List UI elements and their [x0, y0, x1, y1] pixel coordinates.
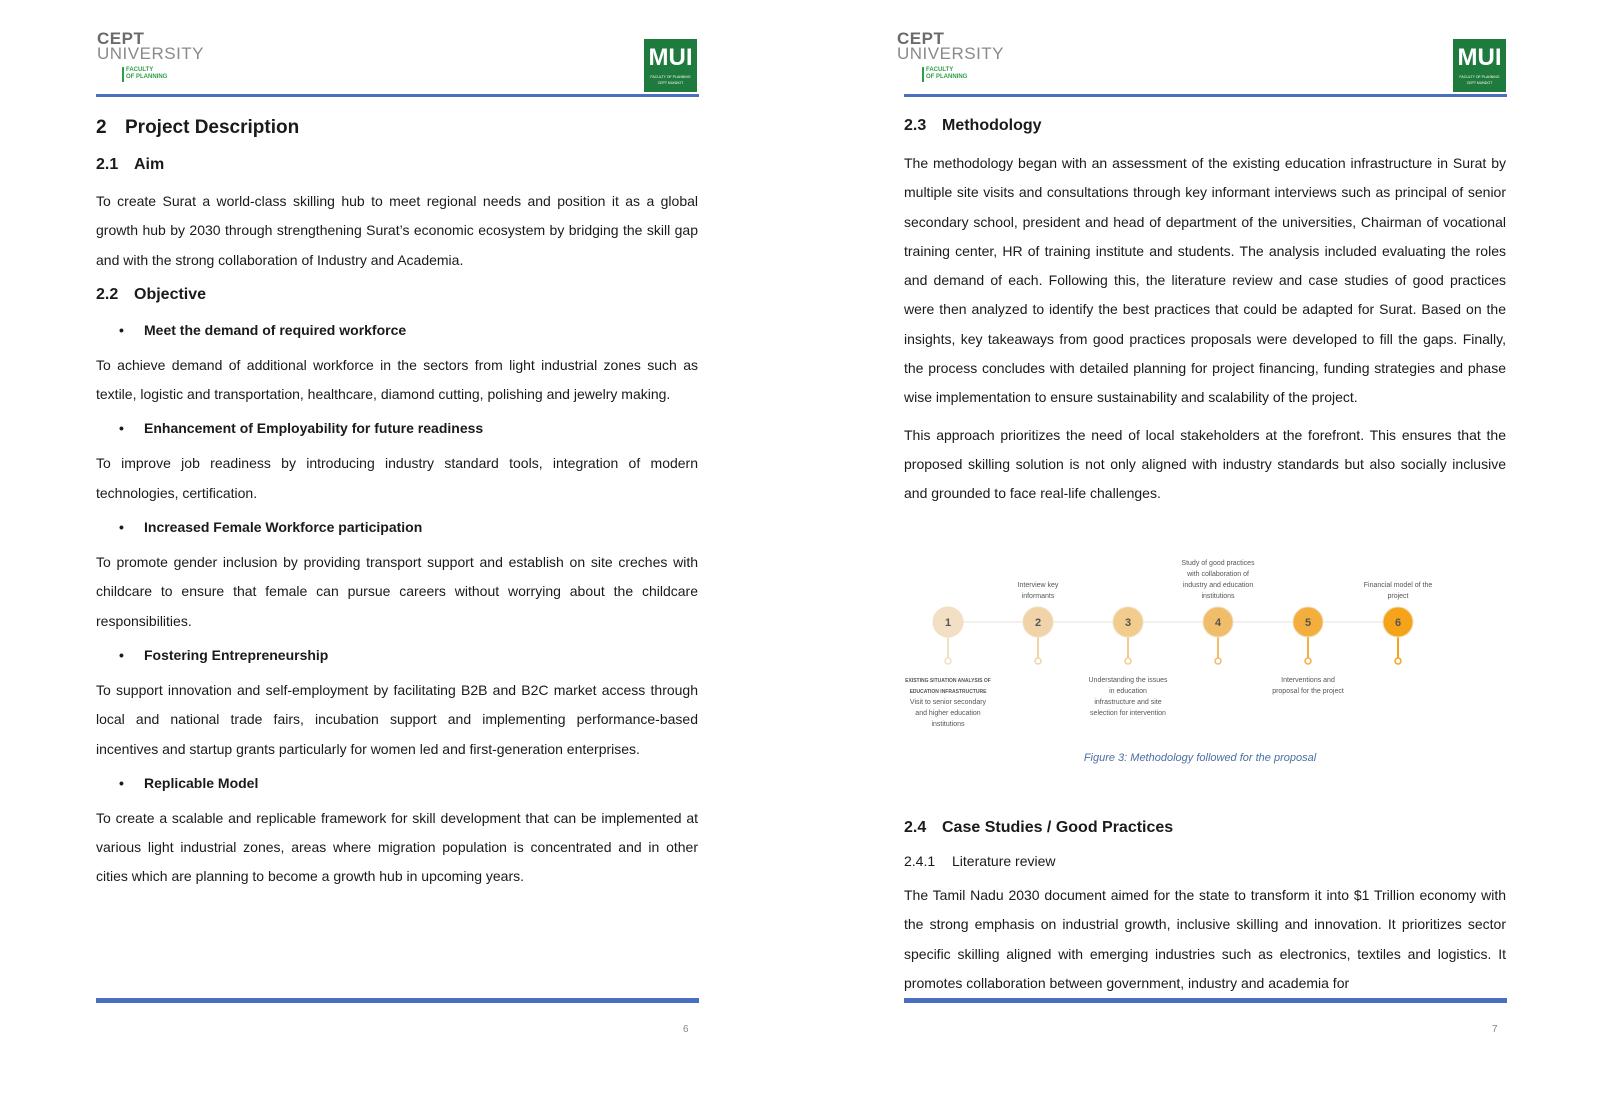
page-number: 7 [1492, 1024, 1498, 1035]
step-label-bottom: institutions [931, 721, 965, 728]
bullet-title: Replicable Model [144, 774, 259, 791]
step-label-bottom: proposal for the project [1272, 688, 1344, 695]
bullet-title: Fostering Entrepreneurship [144, 646, 329, 663]
logo-bar [122, 67, 124, 82]
bullet-title: Meet the demand of required workforce [144, 321, 407, 338]
step-label-bottom: and higher education [915, 710, 981, 717]
step-label-bottom: infrastructure and site [1094, 699, 1162, 706]
objective-bullet-1 [96, 320, 698, 340]
footer-rule [96, 998, 699, 1003]
step-number: 2 [1034, 617, 1042, 629]
step-label-bottom: Understanding the issues [1088, 677, 1168, 684]
methodology-timeline-figure [880, 540, 1440, 730]
header-rule [96, 94, 699, 97]
mui-logo-subtext: FACULTY OF PLANNING [650, 75, 691, 79]
objective-bullet-3 [96, 517, 698, 537]
case-studies-heading [904, 817, 1506, 839]
objective-text-1: To achieve demand of additional workforce in the sectors from light industrial zones such as textile, logistic and transportation, healthcare, diamond cutting, polishing and jewelry making. [96, 356, 698, 403]
literature-review-number: 2.4.1 [904, 853, 936, 869]
logo-text-faculty: FACULTY [926, 67, 954, 73]
step-label-top: industry and education [1182, 582, 1254, 589]
literature-review-text: The Tamil Nadu 2030 document aimed for the state to transform it into $1 Trillion economy with the strong emphasis on industrial growth, inclusive skilling and innovation. It prioritizes sector specific skilling aligned with emerging industries such as electronics, textiles and logistics. It promotes collaboration between government, industry and academia for [904, 887, 1506, 991]
mui-logo-text: MUI [1457, 44, 1502, 71]
step-stem-end [1035, 658, 1041, 664]
aim-number: 2.1 [96, 156, 119, 173]
left-content [96, 116, 698, 892]
step-label-top: project [1387, 593, 1409, 600]
objective-bullet-4 [96, 645, 698, 665]
aim-text: To create Surat a world-class skilling hub to meet regional needs and position it as a global growth hub by 2030 through strengthening Surat’s economic ecosystem by bridging the skill gap and with the strong collaboration of Industry and Academia. [96, 193, 698, 268]
objective-number: 2.2 [96, 285, 119, 303]
mui-logo [644, 39, 697, 92]
mui-logo-text: MUI [648, 44, 693, 71]
step-number: 3 [1124, 617, 1132, 629]
bullet-dot: • [119, 420, 124, 437]
step-stem-end [1395, 658, 1401, 664]
cept-university-logo [897, 30, 1017, 84]
step-label-bottom: EXISTING SITUATION ANALYSIS OF [905, 678, 991, 684]
step-label-top: informants [1021, 593, 1055, 600]
mui-logo [1453, 39, 1506, 92]
step-number: 1 [944, 617, 952, 629]
objective-text-2: To improve job readiness by introducing industry standard tools, integration of modern technologies, certification. [96, 455, 698, 501]
section-title: Project Description [125, 117, 300, 138]
step-label-bottom: Visit to senior secondary [909, 699, 987, 706]
logo-bar [922, 67, 924, 82]
header-rule [904, 94, 1507, 97]
objective-text-4: To support innovation and self-employment by facilitating B2B and B2C market access through local and national trade fairs, incubation support and implementing performance-based incentives and startup grants particularly for women led and first-generation enterprises. [96, 681, 698, 757]
figure-caption: Figure 3: Methodology followed for the proposal [1083, 752, 1317, 764]
bullet-dot: • [119, 646, 124, 663]
step-stem-end [1215, 658, 1221, 664]
logo-text-planning: OF PLANNING [126, 74, 168, 80]
objective-bullet-5 [96, 773, 698, 793]
step-stem-end [1125, 658, 1131, 664]
methodology-heading [904, 115, 1506, 137]
cept-university-logo [97, 30, 217, 84]
objective-heading [96, 284, 698, 306]
logo-text-cept: CEPT [97, 29, 145, 48]
logo-text-planning: OF PLANNING [926, 74, 968, 80]
mui-logo-subtext-2: CEPT MUNDOT [1466, 81, 1493, 85]
step-number: 5 [1304, 617, 1312, 629]
step-label-bottom: Interventions and [1281, 677, 1335, 684]
step-number: 6 [1394, 617, 1402, 629]
step-stem-end [1305, 658, 1311, 664]
case-studies-number: 2.4 [904, 819, 927, 836]
step-number: 4 [1214, 617, 1222, 629]
logo-text-university: UNIVERSITY [897, 44, 1005, 63]
bullet-dot: • [119, 519, 124, 536]
aim-heading [96, 154, 698, 176]
step-label-top: Financial model of the [1363, 582, 1433, 589]
step-label-top: with collaboration of [1187, 571, 1249, 578]
step-stem-end [945, 658, 951, 664]
mui-logo-subtext-2: CEPT MUNDOT [657, 81, 684, 85]
aim-title: Aim [134, 156, 165, 173]
step-label-bottom: selection for intervention [1090, 710, 1166, 717]
page-number: 6 [683, 1024, 689, 1035]
bullet-title: Increased Female Workforce participation [144, 519, 423, 536]
methodology-number: 2.3 [904, 117, 927, 134]
section-heading [96, 116, 698, 140]
step-label-bottom: in education [1109, 688, 1147, 695]
right-content-bottom [904, 817, 1506, 998]
logo-text-university: UNIVERSITY [97, 44, 205, 63]
literature-review-heading [904, 851, 1506, 871]
bullet-title: Enhancement of Employability for future readiness [144, 420, 484, 437]
case-studies-title: Case Studies / Good Practices [942, 819, 1174, 836]
literature-review-title: Literature review [952, 853, 1056, 869]
objective-bullet-2 [96, 418, 698, 438]
bullet-dot: • [119, 774, 124, 791]
footer-rule [904, 998, 1507, 1003]
objective-title: Objective [134, 285, 207, 303]
step-label-top: institutions [1201, 593, 1235, 600]
methodology-title: Methodology [942, 117, 1042, 134]
methodology-paragraph-1: The methodology began with an assessment of the existing education infrastructure in Surat by multiple site visits and consultations through key informant interviews such as principal of senior secondary school, president and head of department of the universities, Chairman of vocational training center, HR of training institute and students. The analysis included evaluating the roles and demand of each. Following this, the literature review and case studies of good practices were then analyzed to identify the best practices that could be adapted for Surat. Based on the insights, key takeaways from good practices proposals were developed to fill the gaps. Finally, the process concludes with detailed planning for project financing, funding strategies and phase wise implementation to ensure sustainability and scalability of the project. [904, 155, 1506, 406]
step-label-top: Study of good practices [1181, 560, 1255, 567]
logo-text-cept: CEPT [897, 29, 945, 48]
step-label-bottom: EDUCATION INFRASTRUCTURE [909, 689, 987, 695]
objective-text-3: To promote gender inclusion by providing transport support and establish on site creches with childcare to ensure that female can pursue careers without worrying about the childcare responsibilities. [96, 554, 698, 629]
bullet-dot: • [119, 321, 124, 338]
mui-logo-subtext: FACULTY OF PLANNING [1459, 75, 1500, 79]
page-7 [800, 0, 1600, 1119]
section-number: 2 [96, 117, 107, 138]
methodology-paragraph-2: This approach prioritizes the need of local stakeholders at the forefront. This ensures that the proposed skilling solution is not only aligned with industry standards but also socially inclusive and grounded to face real-life challenges. [904, 426, 1506, 502]
logo-text-faculty: FACULTY [126, 67, 154, 73]
objective-text-5: To create a scalable and replicable framework for skill development that can be implemented at various light industrial zones, areas where migration population is concentrated and in other cities which are planning to become a growth hub in upcoming years. [96, 809, 698, 885]
right-content-top [904, 115, 1506, 509]
step-label-top: Interview key [1017, 582, 1059, 589]
